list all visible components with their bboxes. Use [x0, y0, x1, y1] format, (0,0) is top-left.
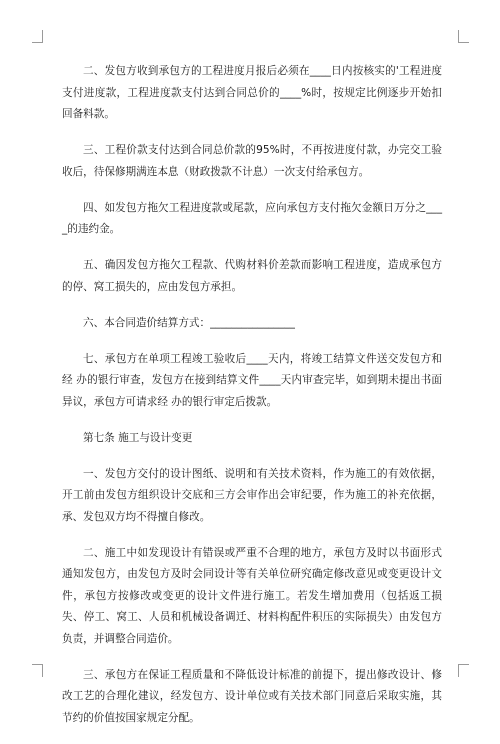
clause-paragraph: 一、发包方交付的设计图纸、说明和有关技术资料，作为施工的有效依据，开工前由发包方组织设计交底和三方会审作出会审纪要，作为施工的补充依据，承、发包双方均不得擅自修改。 — [62, 467, 442, 523]
clause-paragraph: 四、如发包方拖欠工程进度款或尾款，应向承包方支付拖欠金额日万分之____的违约金。 — [62, 201, 442, 235]
clause-paragraph: 二、发包方收到承包方的工程进度月报后必须在____日内按核实的'工程进度支付进度款，工程进度款支付达到合同总价的____%时，按规定比例逐步开始扣回备料款。 — [62, 65, 442, 120]
crop-mark-bottom-right — [458, 664, 469, 677]
clause-paragraph: 三、工程价款支付达到合同总价款的95%时，不再按进度付款，办完交工验收后，待保修期满连本息（财政拨款不计息）一次支付给承包方。 — [62, 144, 442, 178]
clause-paragraph: 七、承包方在单项工程竣工验收后____天内，将竣工结算文件送交发包方和经 办的银行审查，发包方在接到结算文件____天内审查完毕，如到期未提出书面异议，承包方可请求经 办的银行审定后拨款。 — [62, 352, 442, 408]
clause-paragraph: 五、确因发包方拖欠工程款、代购材料价差款而影响工程进度，造成承包方的停、窝工损失的，应由发包方承担。 — [62, 259, 442, 293]
clause-paragraph: 六、本合同造价结算方式：________________ — [83, 316, 295, 329]
clause-paragraph: 二、施工中如发现设计有错误或严重不合理的地方，承包方及时以书面形式通知发包方，由发包方及时会同设计等有关单位研究确定修改意见或变更设计文件，承包方按修改或变更的设计文件进行施工。若发生增加费用（包括返工损失、停工、窝工、人员和机械设备调迁、材料构配件积压的实际损失）由发包方负责，并调整合同造价。 — [62, 546, 442, 645]
clause-paragraph: 三、承包方在保证工程质量和不降低设计标准的前提下，提出修改设计、修改工艺的合理化建议，经发包方、设计单位或有关技术部门同意后采取实施，其节约的价值按国家规定分配。 — [62, 668, 442, 724]
section-heading: 第七条 施工与设计变更 — [83, 431, 193, 444]
crop-mark-top-left — [32, 30, 43, 43]
crop-mark-bottom-left — [32, 664, 43, 677]
document-body — [62, 61, 442, 744]
crop-mark-top-right — [458, 30, 469, 43]
